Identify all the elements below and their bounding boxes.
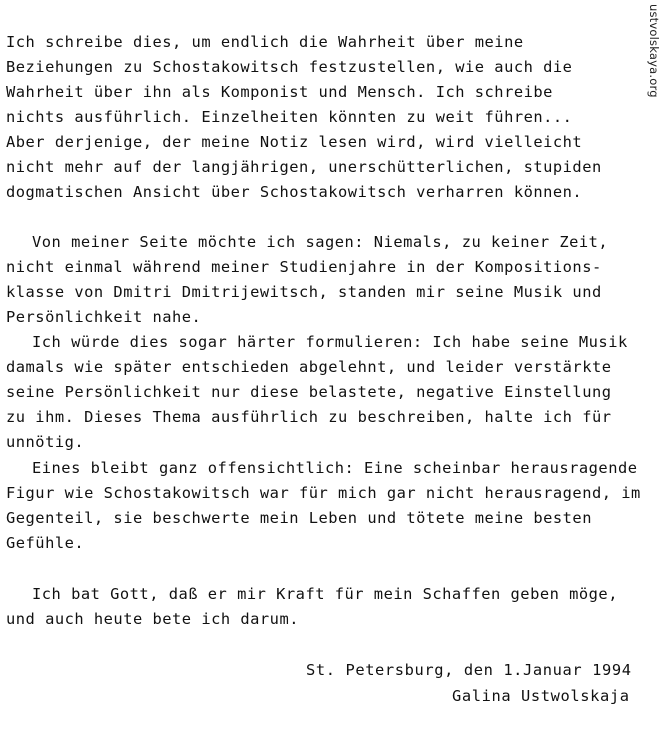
text-line: und auch heute bete ich darum. (6, 610, 299, 628)
text-line: seine Persönlichkeit nur diese belastete, negative Einstellung (6, 383, 612, 401)
text-line: Ich würde dies sogar härter formulieren: Ich habe seine Musik (32, 333, 628, 351)
text-line: Von meiner Seite möchte ich sagen: Niemals, zu keiner Zeit, (32, 233, 609, 251)
text-line: Eines bleibt ganz offensichtlich: Eine scheinbar herausragende (32, 459, 638, 477)
text-line: damals wie später entschieden abgelehnt, und leider verstärkte (6, 358, 612, 376)
text-line: Beziehungen zu Schostakowitsch festzustellen, wie auch die (6, 58, 573, 76)
text-line: klasse von Dmitri Dmitrijewitsch, standen mir seine Musik und (6, 283, 602, 301)
text-line: Ich schreibe dies, um endlich die Wahrheit über meine (6, 33, 524, 51)
text-line: nicht mehr auf der langjährigen, unerschütterlichen, stupiden (6, 158, 602, 176)
signature-name: Galina Ustwolskaja (452, 687, 630, 705)
text-line: dogmatischen Ansicht über Schostakowitsch verharren können. (6, 183, 583, 201)
text-line: nichts ausführlich. Einzelheiten könnten zu weit führen... (6, 108, 573, 126)
text-line: nicht einmal während meiner Studienjahre in der Kompositions- (6, 258, 602, 276)
text-line: unnötig. (6, 433, 85, 451)
text-line: Persönlichkeit nahe. (6, 308, 202, 326)
text-line: Wahrheit über ihn als Komponist und Mensch. Ich schreibe (6, 83, 553, 101)
text-line: Gegenteil, sie beschwerte mein Leben und tötete meine besten (6, 509, 592, 527)
text-line: Figur wie Schostakowitsch war für mich gar nicht herausragend, im (6, 484, 641, 502)
watermark (646, 4, 664, 100)
text-line: zu ihm. Dieses Thema ausführlich zu beschreiben, halte ich für (6, 408, 612, 426)
text-line: Aber derjenige, der meine Notiz lesen wird, wird vielleicht (6, 133, 583, 151)
text-line: Gefühle. (6, 534, 85, 552)
text-line: Ich bat Gott, daß er mir Kraft für mein Schaffen geben möge, (32, 585, 618, 603)
place-date: St. Petersburg, den 1.Januar 1994 (306, 661, 632, 679)
watermark-text: ustvolskaya.org (647, 4, 661, 98)
